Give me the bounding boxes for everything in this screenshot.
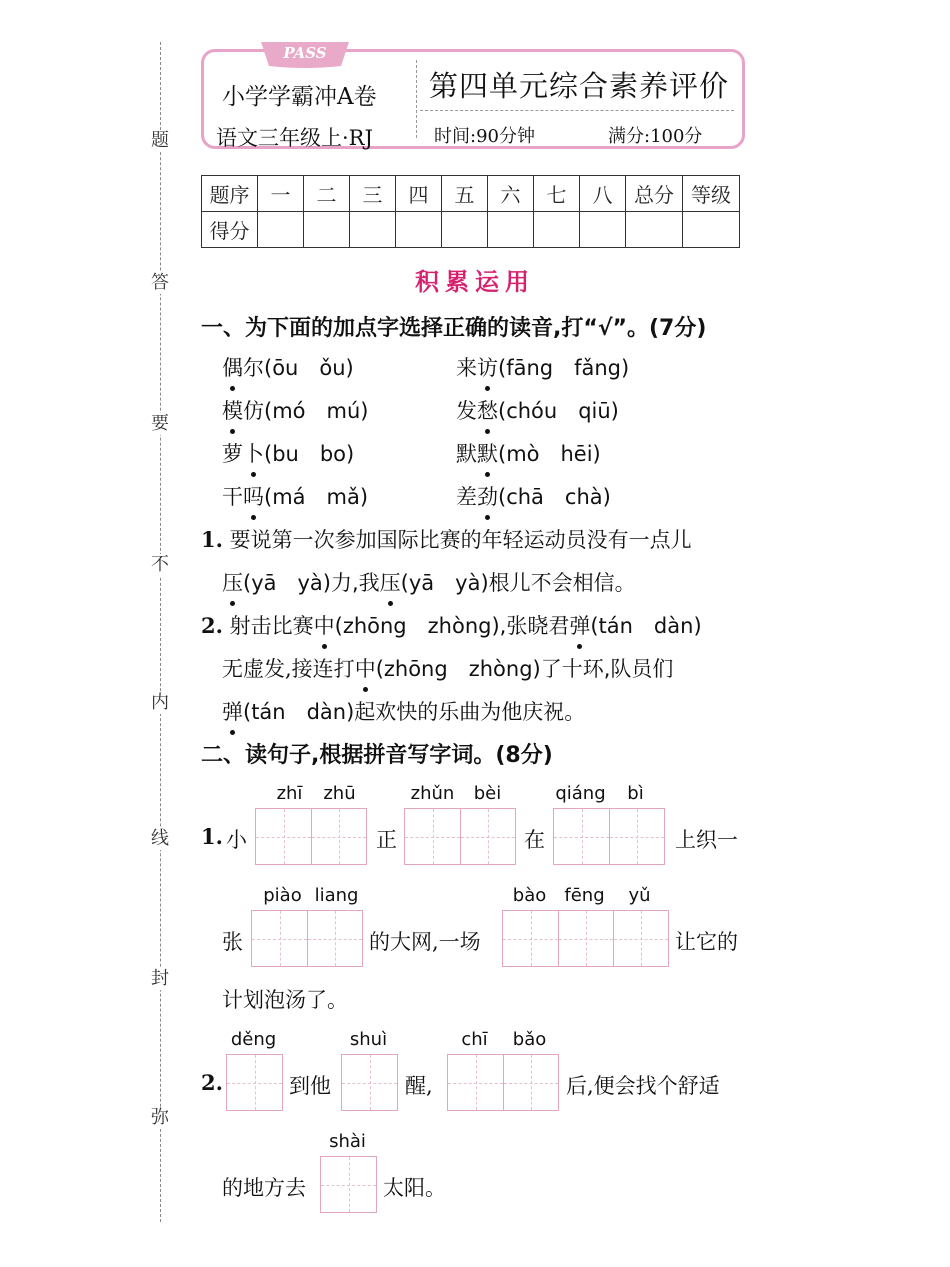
score-cell[interactable] (683, 212, 740, 248)
dotted-char: 偶 (222, 352, 243, 382)
score-header-row (202, 176, 740, 212)
q2-item-number (201, 1070, 223, 1095)
item-number: 2. (201, 613, 223, 638)
binding-char: 不 (145, 554, 175, 576)
writing-grid[interactable] (447, 1054, 559, 1111)
q2-text: 正 (376, 828, 397, 852)
binding-char: 内 (145, 692, 175, 714)
pinyin-label: shài (329, 1131, 366, 1152)
score-col-header: 二 (304, 176, 350, 212)
score-value-row (202, 212, 740, 248)
pinyin-options[interactable]: (yā yà)根儿不会相信。 (400, 571, 636, 595)
item-number: 2. (201, 1070, 223, 1095)
pinyin-label: zhī (276, 783, 303, 804)
q1-item (456, 352, 629, 382)
header-divider (416, 60, 417, 138)
binding-dashed-line (160, 42, 161, 1222)
score-col-header: 一 (258, 176, 304, 212)
score-cell[interactable] (534, 212, 580, 248)
q2-text: 小 (226, 828, 247, 852)
score-col-header: 七 (534, 176, 580, 212)
dotted-char: 访 (477, 352, 498, 382)
pass-badge-logo (255, 40, 355, 70)
pinyin-options[interactable]: (mó mú) (264, 399, 369, 423)
score-cell[interactable] (626, 212, 683, 248)
score-col-header: 题序 (202, 176, 258, 212)
pinyin-options[interactable]: (tán dàn) (590, 614, 702, 638)
pinyin-label: bì (627, 783, 644, 804)
dotted-char: 压 (380, 567, 401, 597)
binding-char: 答 (145, 272, 175, 294)
binding-strip (0, 0, 185, 1267)
dotted-char: 模 (222, 395, 243, 425)
pinyin-options[interactable]: (fāng fǎng) (498, 356, 630, 380)
writing-grid[interactable] (255, 808, 367, 865)
q2-text: 让它的 (675, 930, 738, 954)
dotted-char: 默 (477, 438, 498, 468)
q2-text: 的大网,一场 (369, 930, 481, 954)
header-time: 时间:90分钟 (434, 126, 535, 147)
char: 萝 (222, 442, 243, 466)
q1-sentence-2-line-1 (201, 610, 702, 640)
pinyin-options[interactable]: (yā yà)力,我 (243, 571, 380, 595)
dotted-char: 压 (222, 567, 243, 597)
dotted-char: 劲 (477, 481, 498, 511)
binding-char: 封 (145, 968, 175, 990)
q2-text: 的地方去 (222, 1176, 306, 1200)
pinyin-label: bǎo (512, 1029, 547, 1050)
score-col-header: 六 (488, 176, 534, 212)
binding-char: 弥 (145, 1107, 175, 1129)
pinyin-options[interactable]: (chā chà) (498, 485, 611, 509)
question-1-title: 一、为下面的加点字选择正确的读音,打“√”。(7分) (201, 316, 707, 341)
dotted-char: 吗 (243, 481, 264, 511)
q2-text: 张 (222, 930, 243, 954)
pass-badge-text: PASS (283, 44, 327, 62)
pinyin-options[interactable]: (chóu qiū) (498, 399, 619, 423)
pinyin-label: bèi (473, 783, 502, 804)
pinyin-options[interactable]: (zhōng zhòng),张晓君 (334, 614, 570, 638)
pinyin-label: fēng (564, 885, 605, 906)
sentence-text: 射击比赛 (229, 614, 314, 638)
q1-item (222, 395, 368, 425)
score-row-label: 得分 (202, 212, 258, 248)
score-col-header: 五 (442, 176, 488, 212)
score-cell[interactable] (258, 212, 304, 248)
score-col-header: 八 (580, 176, 626, 212)
dotted-char: 卜 (243, 438, 264, 468)
sentence-text: 无虚发,接连打 (222, 657, 355, 681)
q2-text: 在 (524, 828, 545, 852)
score-cell[interactable] (396, 212, 442, 248)
char: 仿 (243, 399, 264, 423)
score-table (201, 175, 740, 248)
q1-item (222, 352, 354, 382)
pinyin-label: piào (263, 885, 302, 906)
score-col-header: 总分 (626, 176, 683, 212)
binding-char: 题 (145, 130, 175, 152)
q1-item (456, 395, 619, 425)
q1-sentence-2-line-2 (222, 653, 673, 683)
score-col-header: 等级 (683, 176, 740, 212)
score-cell[interactable] (350, 212, 396, 248)
pinyin-options[interactable]: (bu bo) (264, 442, 355, 466)
q1-item (456, 481, 611, 511)
q2-text: 计划泡汤了。 (222, 988, 348, 1012)
q2-text: 后,便会找个舒适 (566, 1074, 720, 1098)
binding-char: 线 (145, 828, 175, 850)
q1-item (456, 438, 601, 468)
header-title: 第四单元综合素养评价 (429, 69, 730, 103)
header-full-score: 满分:100分 (608, 126, 703, 147)
q1-sentence-1-line-2 (222, 567, 636, 597)
header-grade: 语文三年级上·RJ (216, 126, 373, 150)
pinyin-options[interactable]: (zhōng zhòng)了十环,队员们 (375, 657, 674, 681)
char: 默 (456, 442, 477, 466)
char: 差 (456, 485, 477, 509)
score-col-header: 四 (396, 176, 442, 212)
pinyin-label: liang (314, 885, 359, 906)
writing-grid[interactable] (320, 1156, 377, 1213)
char: 来 (456, 356, 477, 380)
header-school: 小学学霸冲A卷 (222, 84, 377, 110)
binding-char: 要 (145, 413, 175, 435)
dotted-char: 愁 (477, 395, 498, 425)
score-cell[interactable] (488, 212, 534, 248)
dotted-char: 中 (355, 653, 376, 683)
writing-grid[interactable] (341, 1054, 398, 1111)
question-2-title: 二、读句子,根据拼音写字词。(8分) (201, 743, 553, 768)
writing-grid[interactable] (502, 910, 669, 967)
q2-item-number (201, 824, 223, 849)
q2-text: 上织一 (675, 828, 738, 852)
pinyin-options[interactable]: (ōu ǒu) (264, 356, 354, 380)
q1-item (222, 438, 354, 468)
item-number: 1. (201, 527, 223, 552)
sentence-text: 要说第一次参加国际比赛的年轻运动员没有一点儿 (229, 528, 692, 552)
pinyin-options[interactable]: (má mǎ) (264, 485, 369, 509)
pinyin-label: yǔ (628, 885, 651, 906)
writing-grid[interactable] (226, 1054, 283, 1111)
pinyin-label: qiáng (555, 783, 606, 804)
score-cell[interactable] (442, 212, 488, 248)
q2-text: 醒, (405, 1074, 433, 1098)
pinyin-label: shuì (349, 1029, 388, 1050)
writing-grid[interactable] (553, 808, 665, 865)
q2-text: 到他 (289, 1074, 331, 1098)
pinyin-label: zhū (323, 783, 356, 804)
char: 干 (222, 485, 243, 509)
q1-sentence-1-line-1 (201, 524, 692, 554)
writing-grid[interactable] (251, 910, 363, 967)
pinyin-label: bào (512, 885, 547, 906)
score-col-header: 三 (350, 176, 396, 212)
q1-sentence-2-line-3 (222, 696, 585, 726)
pinyin-label: zhǔn (410, 783, 455, 804)
pinyin-options[interactable]: (tán dàn)起欢快的乐曲为他庆祝。 (243, 700, 586, 724)
q2-text: 太阳。 (383, 1176, 446, 1200)
score-cell[interactable] (304, 212, 350, 248)
writing-grid[interactable] (404, 808, 516, 865)
char: 尔 (243, 356, 264, 380)
q1-item (222, 481, 368, 511)
pinyin-options[interactable]: (mò hēi) (498, 442, 601, 466)
dotted-char: 中 (314, 610, 335, 640)
item-number: 1. (201, 824, 223, 849)
dotted-char: 弹 (222, 696, 243, 726)
pinyin-label: chī (461, 1029, 488, 1050)
char: 发 (456, 399, 477, 423)
header-hline (420, 110, 734, 111)
section-heading: 积累运用 (415, 268, 535, 296)
score-cell[interactable] (580, 212, 626, 248)
pinyin-label: děng (230, 1029, 277, 1050)
dotted-char: 弹 (569, 610, 590, 640)
